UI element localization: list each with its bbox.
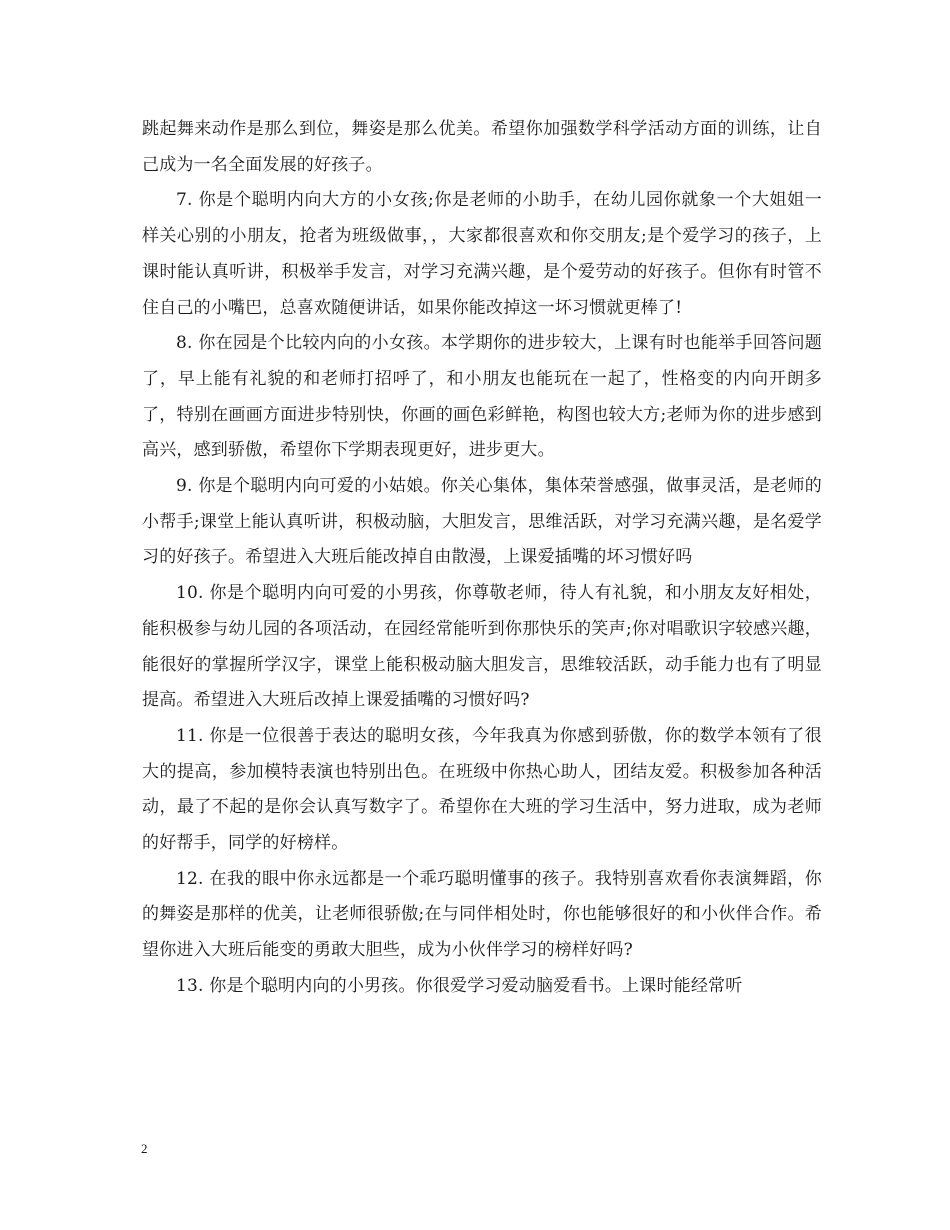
paragraph-continuation: 跳起舞来动作是那么到位，舞姿是那么优美。希望你加强数学科学活动方面的训练，让自己成为一名全面发展的好孩子。: [142, 119, 822, 175]
paragraph-item-7: 7. 你是个聪明内向大方的小女孩;你是老师的小助手，在幼儿园你就象一个大姐姐一样关心别的小朋友，抢者为班级做事，，大家都很喜欢和你交朋友;是个爱学习的孩子，上课时能认真听讲，积极举手发言，对学习充满兴趣，是个爱劳动的好孩子。但你有时管不住自己的小嘴巴，总喜欢随便讲话，如果你能改掉这一坏习惯就更棒了!: [142, 190, 822, 318]
paragraph-item-13: 13. 你是个聪明内向的小男孩。你很爱学习爱动脑爱看书。上课时能经常听: [176, 975, 743, 996]
paragraph-item-10: 10. 你是个聪明内向可爱的小男孩，你尊敬老师，待人有礼貌，和小朋友友好相处，能积极参与幼儿园的各项活动，在园经常能听到你那快乐的笑声;你对唱歌识字较感兴趣，能很好的掌握所学汉字，课堂上能积极动脑大胆发言，思维较活跃，动手能力也有了明显提高。希望进入大班后改掉上课爱插嘴的习惯好吗?: [142, 583, 822, 711]
page-number: 2: [141, 1141, 148, 1156]
paragraph-item-8: 8. 你在园是个比较内向的小女孩。本学期你的进步较大，上课有时也能举手回答问题了，早上能有礼貌的和老师打招呼了，和小朋友也能玩在一起了，性格变的内向开朗多了，特别在画画方面进步特别快，你画的画色彩鲜艳，构图也较大方;老师为你的进步感到高兴，感到骄傲，希望你下学期表现更好，进步更大。: [142, 333, 822, 461]
paragraph-item-12: 12. 在我的眼中你永远都是一个乖巧聪明懂事的孩子。我特别喜欢看你表演舞蹈，你的舞姿是那样的优美，让老师很骄傲;在与同伴相处时，你也能够很好的和小伙伴合作。希望你进入大班后能变的勇敢大胆些，成为小伙伴学习的榜样好吗?: [142, 868, 822, 961]
document-body: [142, 112, 822, 1005]
paragraph-item-9: 9. 你是个聪明内向可爱的小姑娘。你关心集体，集体荣誉感强，做事灵活，是老师的小帮手;课堂上能认真听讲，积极动脑，大胆发言，思维活跃，对学习充满兴趣，是名爱学习的好孩子。希望进入大班后能改掉自由散漫，上课爱插嘴的坏习惯好吗: [142, 476, 822, 568]
paragraph-item-11: 11. 你是一位很善于表达的聪明女孩，今年我真为你感到骄傲，你的数学本领有了很大的提高，参加模特表演也特别出色。在班级中你热心助人，团结友爱。积极参加各种活动，最了不起的是你会认真写数字了。希望你在大班的学习生活中，努力进取，成为老师的好帮手，同学的好榜样。: [142, 725, 822, 854]
